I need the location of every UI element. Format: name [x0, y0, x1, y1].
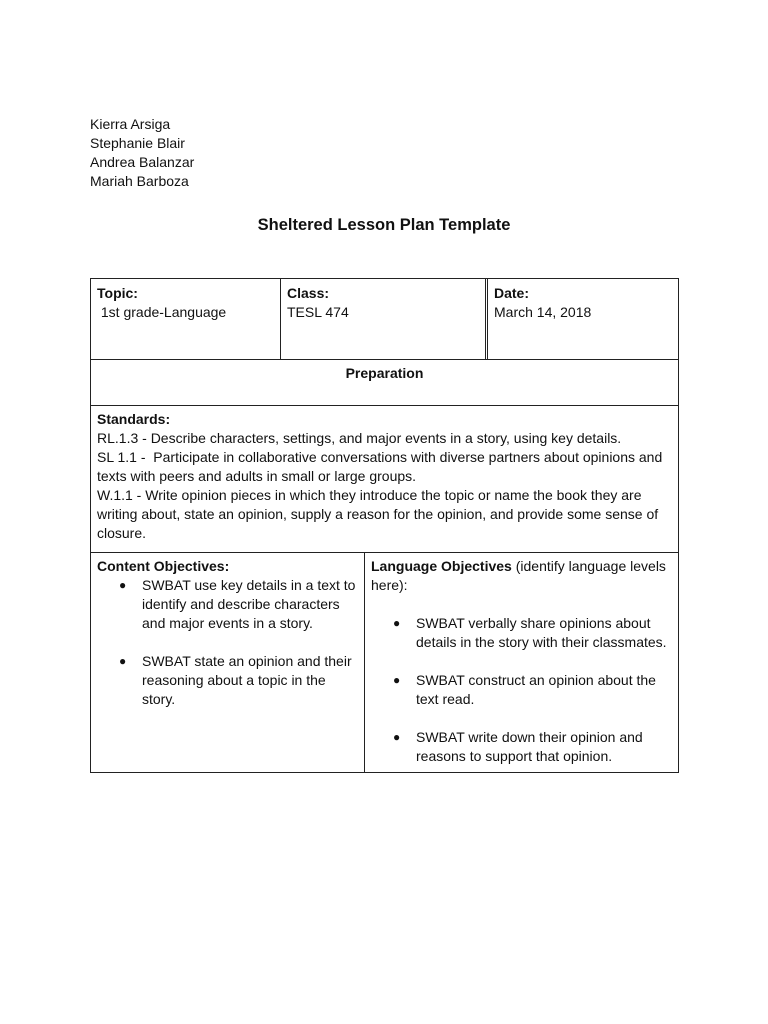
list-item: [97, 576, 358, 633]
list-spacer: [371, 595, 672, 614]
standard-item: W.1.1 - Write opinion pieces in which they introduce the topic or name the book they are writing about, state an opinion, supply a reason for the opinion, and provide some sense of closure.: [97, 487, 659, 541]
objective-text: SWBAT construct an opinion about the text read.: [416, 672, 656, 707]
author-name: Andrea Balanzar: [90, 154, 195, 170]
author-name: Kierra Arsiga: [90, 116, 171, 132]
bullet-icon: ●: [119, 654, 127, 668]
standards-row: [91, 405, 678, 552]
bullet-icon: ●: [393, 673, 401, 687]
class-cell: [280, 279, 486, 359]
standards-label: Standards:: [97, 411, 171, 427]
author-name: Stephanie Blair: [90, 135, 185, 151]
language-objectives-label: Language Objectives: [371, 558, 512, 574]
preparation-row: [91, 359, 678, 405]
content-objectives-label: Content Objectives:: [97, 558, 230, 574]
bullet-icon: ●: [119, 578, 127, 592]
date-cell: [487, 279, 678, 359]
list-item: [97, 652, 358, 709]
bullet-icon: ●: [393, 616, 401, 630]
standard-item: SL 1.1 - Participate in collaborative conversations with diverse partners about opinions and texts with peers and adults in small or large groups.: [97, 449, 667, 484]
objective-text: SWBAT verbally share opinions about details in the story with their classmates.: [416, 615, 667, 650]
list-spacer: [371, 709, 672, 728]
topic-value: 1st grade-Language: [97, 304, 227, 320]
language-objectives-list: [371, 595, 672, 766]
preparation-heading: Preparation: [345, 365, 424, 381]
topic-label: Topic:: [97, 285, 138, 301]
list-spacer: [97, 633, 358, 652]
standards-cell: [91, 406, 678, 552]
content-objectives-list: [97, 576, 358, 709]
content-objectives-cell: [91, 553, 364, 772]
lesson-plan-table: [90, 278, 679, 773]
list-item: [371, 671, 672, 709]
list-item: [371, 728, 672, 766]
objective-text: SWBAT state an opinion and their reasoning about a topic in the story.: [142, 653, 352, 707]
topic-cell: [91, 279, 280, 359]
class-label: Class:: [287, 285, 330, 301]
document-title: Sheltered Lesson Plan Template: [257, 216, 511, 234]
class-value: TESL 474: [287, 304, 349, 320]
date-value: March 14, 2018: [494, 304, 592, 320]
language-objectives-heading: [371, 557, 672, 595]
meta-row: [91, 279, 678, 359]
objective-text: SWBAT use key details in a text to identify and describe characters and major events in a story.: [142, 577, 356, 631]
list-item: [371, 614, 672, 652]
bullet-icon: ●: [393, 730, 401, 744]
list-spacer: [371, 652, 672, 671]
language-objectives-note: (identify language levels here):: [371, 558, 670, 593]
standard-item: RL.1.3 - Describe characters, settings, and major events in a story, using key details.: [97, 430, 622, 446]
author-name: Mariah Barboza: [90, 173, 189, 189]
author-list: [90, 115, 194, 191]
date-label: Date:: [494, 285, 530, 301]
objectives-row: [91, 552, 678, 772]
objective-text: SWBAT write down their opinion and reasons to support that opinion.: [416, 729, 643, 764]
language-objectives-cell: [364, 553, 678, 772]
